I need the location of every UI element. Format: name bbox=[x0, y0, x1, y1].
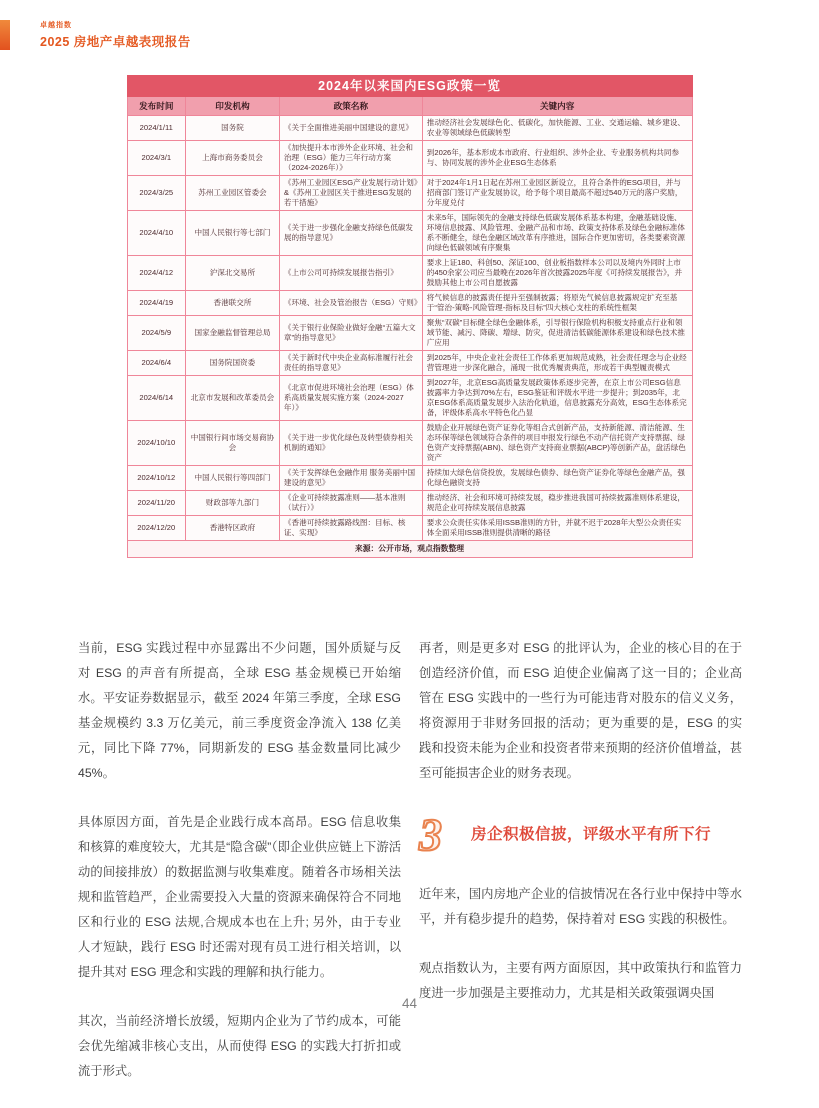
cell-date: 2024/12/20 bbox=[127, 516, 186, 541]
cell-content: 推动经济、社会和环境可持续发展，稳步推进我国可持续披露准则体系建设，规范企业可持续发展信息披露 bbox=[422, 491, 692, 516]
col-header-content: 关键内容 bbox=[422, 97, 692, 116]
col-header-date: 发布时间 bbox=[127, 97, 186, 116]
cell-date: 2024/11/20 bbox=[127, 491, 186, 516]
cell-org: 中国银行间市场交易商协会 bbox=[186, 421, 280, 466]
table-row bbox=[127, 176, 692, 211]
table-source: 来源：公开市场，观点指数整理 bbox=[127, 541, 692, 558]
policy-table-section bbox=[0, 75, 819, 558]
section-title: 房企积极信披，评级水平有所下行 bbox=[471, 826, 712, 843]
cell-org: 北京市发展和改革委员会 bbox=[186, 376, 280, 421]
col-header-policy: 政策名称 bbox=[279, 97, 422, 116]
cell-content: 到2025年，中央企业社会责任工作体系更加规范成熟，社会责任理念与企业经营管理进一步深化融合，涌现一批优秀履责典范，形成若干典型履责模式 bbox=[422, 351, 692, 376]
table-row bbox=[127, 516, 692, 541]
cell-org: 香港特区政府 bbox=[186, 516, 280, 541]
brand-bar-icon bbox=[0, 20, 10, 50]
brand-name: 卓越指数 bbox=[40, 22, 72, 29]
page-number: 44 bbox=[401, 996, 418, 1011]
cell-policy: 《关于新时代中央企业高标准履行社会责任的指导意见》 bbox=[279, 351, 422, 376]
cell-content: 到2026年，基本形成本市政府、行业组织、涉外企业、专业服务机构共同参与、协同发展的涉外企业ESG生态体系 bbox=[422, 141, 692, 176]
table-row bbox=[127, 141, 692, 176]
cell-date: 2024/3/25 bbox=[127, 176, 186, 211]
cell-date: 2024/4/12 bbox=[127, 256, 186, 291]
section-number: 3 bbox=[419, 809, 442, 860]
col-header-org: 印发机构 bbox=[186, 97, 280, 116]
cell-org: 沪深北交易所 bbox=[186, 256, 280, 291]
cell-org: 上海市商务委员会 bbox=[186, 141, 280, 176]
body-text bbox=[78, 636, 742, 1108]
esg-policy-table bbox=[127, 75, 693, 558]
cell-policy: 《关于进一步强化金融支持绿色低碳发展的指导意见》 bbox=[279, 211, 422, 256]
cell-policy: 《香港可持续披露路线图：目标、核证、实现》 bbox=[279, 516, 422, 541]
table-title-row bbox=[127, 76, 692, 97]
cell-date: 2024/4/19 bbox=[127, 291, 186, 316]
cell-org: 中国人民银行等七部门 bbox=[186, 211, 280, 256]
cell-policy: 《上市公司可持续发展报告指引》 bbox=[279, 256, 422, 291]
cell-org: 香港联交所 bbox=[186, 291, 280, 316]
table-row bbox=[127, 291, 692, 316]
cell-date: 2024/10/10 bbox=[127, 421, 186, 466]
cell-org: 国务院国资委 bbox=[186, 351, 280, 376]
table-row bbox=[127, 491, 692, 516]
paragraph: 具体原因方面，首先是企业践行成本高昂。ESG 信息收集和核算的难度较大，尤其是“隐含碳”（即企业供应链上下游活动的间接排放）的数据监测与收集难度。随着各市场相关法规和监管趋严，企业需要投入大量的资源来确保符合不同地区和行业的 ESG 法规,合规成本也在上升; 另外，由于专业人才短缺，践行 ESG 时还需对现有员工进行相关培训，以提升其对 ESG 理念和实践的理解和执行能力。 bbox=[78, 815, 401, 979]
cell-date: 2024/1/11 bbox=[127, 116, 186, 141]
cell-content: 对于2024年1月1日起在苏州工业园区新设立，且符合条件的ESG项目，并与招商部门签订产业发展协议，给予每个项目最高不超过540万元的落户奖励，分年度兑付 bbox=[422, 176, 692, 211]
table-title: 2024年以来国内ESG政策一览 bbox=[127, 76, 692, 97]
table-row bbox=[127, 376, 692, 421]
cell-policy: 《关于进一步优化绿色及转型债券相关机制的通知》 bbox=[279, 421, 422, 466]
cell-date: 2024/4/10 bbox=[127, 211, 186, 256]
paragraph: 观点指数认为，主要有两方面原因，其中政策执行和监管力度进一步加强是主要推动力，尤其是相关政策强调央国 bbox=[419, 961, 742, 1000]
cell-content: 到2027年，北京ESG高质量发展政策体系逐步完善，在京上市公司ESG信息披露率力争达到70%左右，ESG鉴证和评级水平进一步提升；到2035年，北京ESG体系高质量发展步入法治化轨道，信息披露充分高效，ESG生态体系完备，评级体系高水平特色化凸显 bbox=[422, 376, 692, 421]
cell-content: 要求上证180、科创50、深证100、创业板指数样本公司以及境内外同时上市的450余家公司应当最晚在2026年首次披露2025年度《可持续发展报告》，并鼓励其他上市公司自愿披露 bbox=[422, 256, 692, 291]
cell-org: 国务院 bbox=[186, 116, 280, 141]
cell-policy: 《北京市促进环境社会治理（ESG）体系高质量发展实施方案（2024-2027年）》 bbox=[279, 376, 422, 421]
paragraph: 近年来，国内房地产企业的信披情况在各行业中保持中等水平，并有稳步提升的趋势，保持着对 ESG 实践的积极性。 bbox=[419, 887, 742, 926]
table-row bbox=[127, 316, 692, 351]
table-header-row bbox=[127, 97, 692, 116]
cell-content: 要求公众责任实体采用ISSB准则的方针，并就不迟于2028年大型公众责任实体全面采用ISSB准则提供清晰的路径 bbox=[422, 516, 692, 541]
cell-date: 2024/10/12 bbox=[127, 466, 186, 491]
cell-policy: 《环境、社会及管治报告（ESG）守则》 bbox=[279, 291, 422, 316]
cell-policy: 《关于银行业保险业做好金融“五篇大文章”的指导意见》 bbox=[279, 316, 422, 351]
paragraph: 当前，ESG 实践过程中亦显露出不少问题，国外质疑与反对 ESG 的声音有所提高，全球 ESG 基金规模已开始缩水。平安证券数据显示，截至 2024 年第三季度，全球 ESG 基金规模约 3.3 万亿美元，前三季度资金净流入 138 亿美元，同比下降 77%，同期新发的 ESG 基金数量同比减少 45%。 bbox=[78, 641, 401, 780]
table-row bbox=[127, 116, 692, 141]
cell-org: 财政部等九部门 bbox=[186, 491, 280, 516]
cell-content: 聚焦“双碳”目标健全绿色金融体系，引导银行保险机构积极支持重点行业和领域节能、减污、降碳、增绿、防灾，促进清洁低碳能源体系建设和绿色技术推广应用 bbox=[422, 316, 692, 351]
table-row bbox=[127, 351, 692, 376]
left-column bbox=[78, 636, 401, 1108]
brand-header bbox=[0, 20, 191, 50]
cell-org: 国家金融监督管理总局 bbox=[186, 316, 280, 351]
cell-date: 2024/5/9 bbox=[127, 316, 186, 351]
cell-date: 2024/3/1 bbox=[127, 141, 186, 176]
paragraph: 其次，当前经济增长放缓，短期内企业为了节约成本，可能会优先缩减非核心支出，从而使得 ESG 的实践大打折扣或流于形式。 bbox=[78, 1014, 401, 1078]
cell-policy: 《关于全面推进美丽中国建设的意见》 bbox=[279, 116, 422, 141]
table-row bbox=[127, 421, 692, 466]
brand-text bbox=[40, 20, 191, 50]
cell-policy: 《关于发挥绿色金融作用 服务美丽中国建设的意见》 bbox=[279, 466, 422, 491]
cell-content: 持续加大绿色信贷投放，发展绿色债券、绿色资产证券化等绿色金融产品，强化绿色融资支持 bbox=[422, 466, 692, 491]
table-source-row bbox=[127, 541, 692, 558]
table-row bbox=[127, 256, 692, 291]
cell-date: 2024/6/14 bbox=[127, 376, 186, 421]
cell-content: 推动经济社会发展绿色化、低碳化，加快能源、工业、交通运输、城乡建设、农业等领域绿色低碳转型 bbox=[422, 116, 692, 141]
cell-org: 中国人民银行等四部门 bbox=[186, 466, 280, 491]
cell-policy: 《加快提升本市涉外企业环境、社会和治理（ESG）能力三年行动方案（2024-2026年）》 bbox=[279, 141, 422, 176]
cell-content: 未来5年，国际领先的金融支持绿色低碳发展体系基本构建，金融基础设施、环境信息披露、风险管理、金融产品和市场、政策支持体系及绿色金融标准体系不断健全，绿色金融区域改革有序推进，国际合作更加密切，各类要素资源向绿色低碳领域有序聚集 bbox=[422, 211, 692, 256]
right-column bbox=[419, 636, 742, 1108]
cell-content: 将气候信息的披露责任提升至强制披露；将原先气候信息披露规定扩充至基于“管治-策略-风险管理-指标及目标”四大核心支柱的系统性框架 bbox=[422, 291, 692, 316]
cell-policy: 《苏州工业园区ESG产业发展行动计划》&《苏州工业园区关于推进ESG发展的若干措施》 bbox=[279, 176, 422, 211]
cell-content: 鼓励企业开展绿色资产证券化等组合式创新产品，支持新能源、清洁能源、生态环保等绿色领域符合条件的项目申报发行绿色不动产信托资产支持票据、绿色资产支持票据(ABN)、绿色资产支持商业票据(ABCP)等创新产品，盘活绿色资产 bbox=[422, 421, 692, 466]
cell-policy: 《企业可持续披露准则——基本准则（试行）》 bbox=[279, 491, 422, 516]
cell-date: 2024/6/4 bbox=[127, 351, 186, 376]
table-row bbox=[127, 466, 692, 491]
paragraph: 再者，则是更多对 ESG 的批评认为，企业的核心目的在于创造经济价值，而 ESG 迫使企业偏离了这一目的；企业高管在 ESG 实践中的一些行为可能违背对股东的信义义务，将资源用于非财务回报的活动；更为重要的是，ESG 的实践和投资未能为企业和投资者带来预期的经济价值增益，甚至可能损害企业的财务表现。 bbox=[419, 641, 742, 780]
table-row bbox=[127, 211, 692, 256]
section-heading bbox=[419, 809, 742, 860]
cell-org: 苏州工业园区管委会 bbox=[186, 176, 280, 211]
report-title: 2025 房地产卓越表现报告 bbox=[40, 35, 191, 49]
